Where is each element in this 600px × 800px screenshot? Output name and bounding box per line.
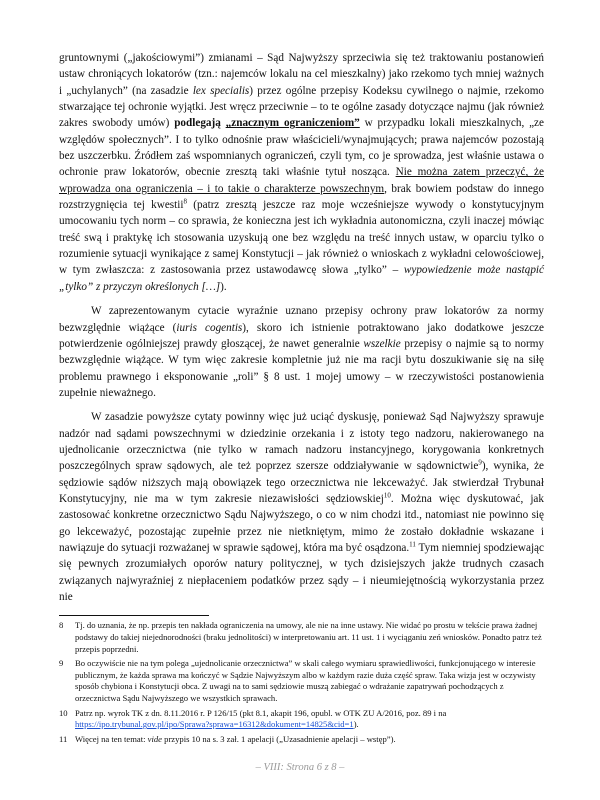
footnote-separator	[59, 615, 209, 616]
text-run-italic: wypowiedzenie może nastąpić „tylko” z przyczyn określonych […]	[59, 264, 544, 293]
footnote-text-run: przypis 10 na s. 3 zał. 1 apelacji („Uzasadnienie apelacji – wstęp”).	[162, 733, 396, 744]
footnote-link[interactable]: https://ipo.trybunal.gov.pl/ipo/Sprawa?sprawa=16312&dokument=14825&cid=1	[75, 719, 354, 730]
footnote-11	[59, 734, 544, 746]
paragraph-3	[59, 409, 544, 605]
footnote-number: 8	[59, 620, 64, 631]
paragraph-1	[59, 50, 544, 295]
footnotes	[59, 620, 544, 745]
text-run-italic: wszelkie	[363, 337, 401, 350]
text-run: Tym niemniej spodziewając się pewnych zrozumiałych oporów natury politycznej, w tych dzisiejszych jakże trudnych czasach związanych najwyraźniej z niepłaceniem podatków przez sądy – i nieumiejętnością wykorzystania przez nie	[59, 541, 544, 603]
footnote-ref-10[interactable]: 10	[383, 491, 391, 500]
text-run: W zaprezentowanym cytacie wyraźnie uznano przepisy ochrony praw lokatorów za normy bezwzględnie wiążące (	[59, 305, 544, 334]
text-run: przepisy o najmie są to normy bezwzględnie wiążące. W tym więc zakresie kompletnie już nie ma racji bytu doszukiwanie się na siłę problemu prawnego i eksponowanie „roli” § 8 ust. 1 mojej umowy – w rzeczywistości postanowienia zupełnie nieważnego.	[59, 337, 544, 399]
text-run: ), wynika, że sędziowie sądów niższych mają obowiązek tego orzecznictwa nie lekceważyć. Jak stwierdzał Trybunał Konstytucyjny, nie ma w tym zakresie niezawisłości sędziowskiej	[59, 460, 544, 505]
footnote-9	[59, 658, 544, 704]
text-run-italic: iuris cogentis	[176, 321, 243, 334]
footnote-ref-8[interactable]: 8	[183, 197, 187, 206]
footnote-text-run: Patrz np. wyrok TK z dn. 8.11.2016 r. P 126/15 (pkt 8.1, akapit 196, opubl. w OTK ZU A/2016, poz. 89 i na	[75, 707, 447, 718]
footnote-number: 10	[59, 707, 68, 718]
text-run-italic: lex specialis	[192, 84, 250, 97]
text-run-bold: podlegają	[174, 117, 226, 130]
paragraph-2	[59, 303, 544, 401]
text-run-bold-underline: „znacznym ograniczeniom”	[225, 117, 360, 130]
text-run: . Można więc dyskutować, jak zastosować konkretne orzecznictwo Sądu Najwyższego, o co w nim chodzi itd., natomiast nie powinno się go lekceważyć, pozostając zupełnie przez nie nietkniętym, mimo że zostało dokładnie wskazane i nawiązuje do sytuacji rozważanej w sprawie sądowej, która ma być osądzona.	[59, 492, 544, 554]
page-footer: – VIII: Strona 6 z 8 –	[255, 762, 345, 773]
text-run: gruntownymi („jakościowymi”) zmianami – Sąd Najwyższy sprzeciwia się też traktowaniu postanowień ustaw chroniących lokatorów (tzn.: najemców lokalu na cel mieszkalny) jako rzekomo tych mniej ważnych i „uchylanych” (na zasadzie	[59, 52, 544, 97]
text-run: W zasadzie powyższe cytaty powinny więc już uciąć dyskusję, ponieważ Sąd Najwyższy sprawuje nadzór nad sądami powszechnymi w dziedzinie orzekania i z istoty tego nadzoru, nakierowanego na ujednolicanie orzecznictwa (nie tylko w ramach nadzoru instancyjnego, korygowania konkretnych poszczególnych spraw sądowych, ale też poprzez szersze oddziaływanie w sądownictwie	[59, 411, 544, 473]
footnote-text-run: Więcej na ten temat:	[75, 733, 148, 744]
document-page	[59, 50, 544, 748]
text-run: ), skoro ich istnienie potraktowano jako dodatkowe jeszcze potwierdzenie ogólniejszej prawdy głoszącej, że nawet generalnie	[59, 321, 544, 350]
footnote-number: 11	[59, 733, 68, 744]
footnote-number: 9	[59, 658, 64, 669]
footnote-10	[59, 708, 544, 731]
footnote-ref-9[interactable]: 9	[478, 458, 482, 467]
footnote-text-italic: vide	[147, 733, 162, 744]
text-run: (patrz zresztą jeszcze raz moje wcześniejsze wywody o konstytucyjnym umocowaniu tych norm – co sprawia, że konieczna jest ich wykładnia autonomiczna, czyli inaczej mówiąc treść swą i praktykę ich stosowania uzyskują one bez względu na treść innych ustaw, w oparciu tylko o rozumienie sytuacji wynikające z samej Konstytucji – jak również o wnioskach z wykładni celowościowej, w tym zwłaszcza: z zastosowania przez ustawodawcę słowa „tylko” –	[59, 199, 544, 277]
text-run: w przypadku lokali mieszkalnych, „ze względów społecznych”. I to tylko odnośnie praw właścicieli/wynajmujących; prawa najemców pozostają bez uszczerbku. Źródłem zaś wspomnianych ograniczeń, czyli tym, co je sprowadza, jest właśnie ustawa o ochronie praw lokatorów, obecnie zresztą taki właśnie tytuł nosząca.	[59, 117, 544, 179]
text-run: ) przez ogólne przepisy Kodeksu cywilnego o najmie, rzekomo stwarzające tej ochronie wyjątki. Jest wręcz przeciwnie – to te ogólne zasady dotyczące najmu (jak również zakres swobody umów)	[59, 84, 544, 130]
text-run: , brak bowiem podstaw do innego rozstrzygnięcia tej kwestii	[59, 182, 544, 212]
footnote-8	[59, 620, 544, 655]
footnote-text: Bo oczywiście nie na tym polega „ujednolicanie orzecznictwa” w skali całego wymiaru sprawiedliwości, funkcjonującego w interesie publicznym, że każda sprawa ma kończyć w Sądzie Najwyższym albo w każdym razie duża część spraw. Taka wizja jest w oczywisty sposób chybiona i Konstytucji obca. Z uwagi na to sami sędziowie muszą zabiegać o wdrażanie zapatrywań pochodzących z orzecznictwa Sądu Najwyższego we wszystkich sprawach.	[75, 658, 536, 703]
text-run: ).	[220, 280, 227, 293]
footnote-text-run: ).	[353, 719, 359, 730]
footnote-ref-11[interactable]: 11	[409, 540, 416, 549]
footnote-text: Tj. do uznania, że np. przepis ten nakłada ograniczenia na umowy, ale nie na inne ustawy. Nie widać po prostu w tekście prawa żadnej podstawy do takiej niejednorodności (braku jednolitości) w interpretowaniu art. 11 ust. 1 i wyciąganiu zeń wniosków. Ponadto patrz też przepis poprzedni.	[75, 620, 542, 654]
footnote-text	[75, 708, 544, 731]
text-run-underline: Nie można zatem przeczyć, że wprowadza ona ograniczenia – i to takie o charakterze powszechnym	[59, 166, 544, 195]
footnote-text	[75, 734, 544, 746]
